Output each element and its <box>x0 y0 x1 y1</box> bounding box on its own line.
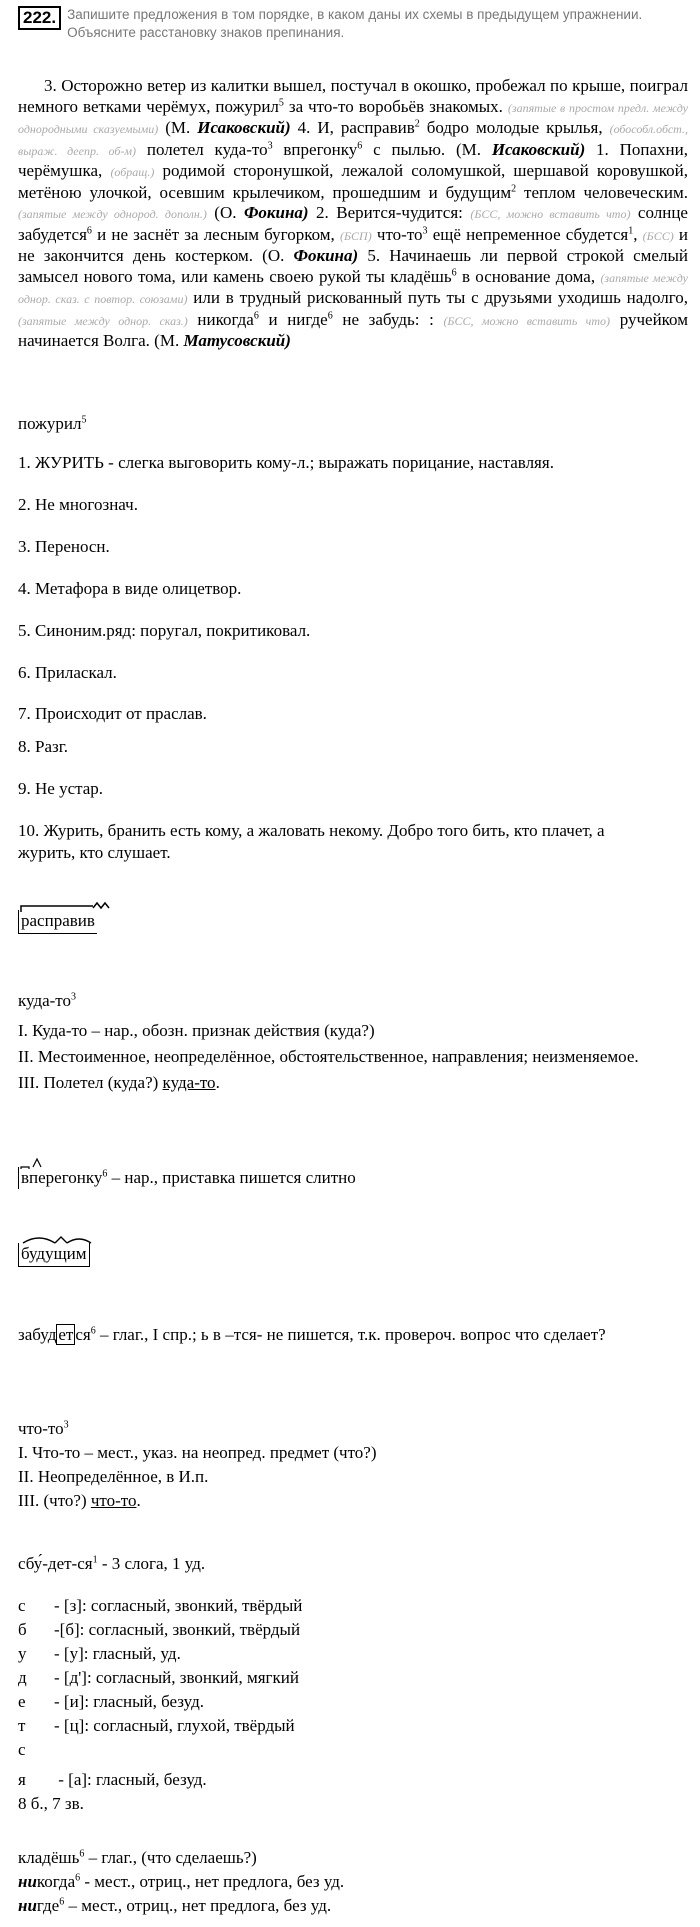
footnote-marker: 6 <box>86 224 92 236</box>
list-item: 9. Не устар. <box>18 779 104 798</box>
handwritten-note: (БСС, можно вставить что) <box>443 313 611 328</box>
task-header <box>18 6 688 42</box>
footnote-marker: 3 <box>267 139 273 151</box>
author-name: Матусовский) <box>183 331 291 350</box>
phonetic-row: б -[б]: согласный, звонкий, твёрдый <box>18 1620 301 1639</box>
passage-text: не забудь: : <box>332 309 434 329</box>
chtoto-analysis <box>18 1418 688 1512</box>
analysis-line: кладёшь$^6$ – глаг., (что сделаешь?) <box>18 1848 257 1867</box>
analysis-line: нигде$^6$ – мест., отриц., нет предлога, без уд. <box>18 1896 332 1915</box>
handwritten-note: (запятые в простом предл. между однородными сказуемыми) <box>18 100 688 136</box>
phonetic-row: с - [з]: согласный, звонкий, твёрдый <box>18 1596 303 1615</box>
section-heading: пожурил$^5$ <box>18 414 87 433</box>
footnote-marker: 6 <box>357 139 363 151</box>
phonetic-row: е - [и]: гласный, безуд. <box>18 1692 204 1711</box>
analysis-line: III. (что?) что-то. <box>18 1491 141 1510</box>
passage-text: с пылью. (М. <box>362 139 492 159</box>
author-name: Фокина) <box>293 246 359 265</box>
kudato-analysis <box>18 990 688 1094</box>
ending-box: ет <box>58 1325 74 1344</box>
passage-text: полетел куда-то <box>136 139 268 159</box>
passage-text: 5. Начинаешь ли первой строкой смелый замысел нового тома, или камень своею рукой ты кладёшь <box>18 246 688 286</box>
footnote-marker: 6 <box>451 266 457 278</box>
phonetic-row: т - [ц]: согласный, глухой, твёрдый <box>18 1716 295 1735</box>
list-item: 3. Переносн. <box>18 537 110 556</box>
passage-text: 2. Верится-чудится: <box>308 203 463 222</box>
passage-text: или в трудный рискованный путь ты с друзьями уходишь надолго, <box>187 288 688 307</box>
footnote-marker: 3 <box>422 224 428 236</box>
task-instruction: Запишите предложения в том порядке, в каком даны их схемы в предыдущем упражнении. Объясните расстановку знаков препинания. <box>67 7 643 40</box>
footnote-marker: 6 <box>327 309 333 321</box>
passage-text: 4. И, расправив <box>290 118 415 137</box>
section-heading: куда-$то^3$ <box>18 991 77 1010</box>
analysis-line: I. Куда-то – нар., обозн. признак действия (куда?) <box>18 1021 375 1040</box>
passage-text: и нигде <box>258 309 328 329</box>
phonetic-row: я - [а]: гласный, безуд. <box>18 1770 207 1789</box>
passage-text: никогда <box>187 309 254 329</box>
analysis-line: I. Что-то – мест., указ. на неопред. предмет (что?) <box>18 1443 377 1462</box>
handwritten-note: (обособл.обст., выраж. деепр. об-м) <box>18 122 688 158</box>
passage-text: за что-то воробьёв знакомых. <box>283 96 503 116</box>
passage-text: ещё непременное сбудется <box>427 224 629 244</box>
analysis-line: II. Местоименное, неопределённое, обстоятельственное, направления; неизменяемое. <box>18 1047 639 1066</box>
footnote-marker: 5 <box>278 96 284 108</box>
passage-text: 1. Попахни, черёмушка, <box>18 139 688 180</box>
word: будущим <box>21 1244 87 1263</box>
phonetic-row: у - [у]: гласный, уд. <box>18 1644 181 1663</box>
passage-text: и не закончится день костерком. (О. <box>18 224 688 265</box>
zabudetsya-analysis: забуд ет $ся^6$ – глаг., I спр.; ь в –тся- не пишется, т.к. провероч. вопрос что сделает? <box>18 1325 606 1344</box>
vperegonku-analysis: вперегонку$^6$ – нар., приставка пишется слитно <box>18 1167 688 1189</box>
handwritten-note: (БСП) <box>339 228 372 243</box>
list-item: 10. Журить, бранить есть кому, а жаловать некому. Добро того бить, кто плачет, а журить, кто слушает. <box>18 821 605 862</box>
handwritten-note: (запятые между однор. сказ. с повтор. союзами) <box>18 270 688 306</box>
author-name: Исаковский) <box>197 118 291 137</box>
list-item: 1. ЖУРИТЬ - слегка выговорить кому-л.; выражать порицание, наставляя. <box>18 453 554 472</box>
passage-text: в основание дома, <box>456 266 596 286</box>
analysis-text: – нар., приставка пишется слитно <box>107 1168 356 1187</box>
morpheme-word-raspraviv <box>18 910 688 934</box>
handwritten-note: (обращ.) <box>110 165 155 179</box>
section-heading: что-$то^3$ <box>18 1419 69 1438</box>
footnote-marker: 6 <box>253 309 259 321</box>
analysis-line: никогда$^6$ - мест., отриц., нет предлога, без уд. <box>18 1872 345 1891</box>
passage-text: солнце забудется <box>18 203 688 244</box>
list-item: 7. Происходит от праслав. <box>18 704 207 723</box>
footnote-marker: 1 <box>628 224 634 236</box>
list-item: 5. Синоним.ряд: поругал, покритиковал. <box>18 621 311 640</box>
footnote-marker: 2 <box>414 118 420 130</box>
analysis-line: III. Полетел (куда?) куда-то. <box>18 1073 220 1092</box>
phonetic-total: 8 б., 7 зв. <box>18 1794 84 1813</box>
passage-text: бодро молодые крылья, <box>419 118 603 137</box>
morpheme-mark-icon <box>19 1233 101 1247</box>
passage-text: (М. <box>158 118 198 137</box>
prefix-mark-icon <box>19 1157 59 1171</box>
morpheme-mark-icon <box>19 900 111 914</box>
analysis-text: – глаг., I спр.; ь в –тся- не пишется, т.к. провероч. вопрос что сделает? <box>95 1325 606 1344</box>
handwritten-note: (БСС, можно вставить что) <box>470 207 631 221</box>
list-item: 6. Приласкал. <box>18 663 117 682</box>
passage-text: (О. <box>206 203 244 222</box>
handwritten-note: (запятые между однор. сказ.) <box>18 313 188 328</box>
phonetic-analysis <box>18 1552 688 1816</box>
word: вперегонку <box>21 1168 103 1187</box>
passage-text: , <box>633 224 638 244</box>
passage-text: родимой сторонушкой, лежалой соломушкой, шершавой коровушкой, метёною улочкой, осевшим крылечиком, прошедшим и будущим <box>18 161 689 202</box>
author-name: Фокина) <box>243 203 309 222</box>
footnote-marker: 2 <box>511 182 517 194</box>
passage-text: впрегонку <box>272 139 358 159</box>
morpheme-word-budushchim <box>18 1243 688 1267</box>
list-item: 2. Не многознач. <box>18 495 138 514</box>
task-number: 222. <box>18 6 61 30</box>
list-item: 8. Разг. <box>18 737 69 756</box>
author-name: Исаковский) <box>491 139 586 159</box>
passage-text: теплом человеческим. <box>516 182 689 202</box>
passage-text: 3. Осторожно ветер из калитки вышел, постучал в окошко, пробежал по крыше, поиграл немного ветками черёмух, пожурил <box>18 76 688 116</box>
passage-text: и не заснёт за лесным бугорком, <box>91 224 335 244</box>
phonetic-row: д - [д']: согласный, звонкий, мягкий <box>18 1668 299 1687</box>
phonetic-row: с <box>18 1740 26 1759</box>
passage-text: что-то <box>371 224 423 244</box>
word: расправив <box>21 911 95 930</box>
final-analysis <box>18 1846 688 1918</box>
section-heading: $сбу́-дет-ся^1 - 3$ слога, 1 уд. <box>18 1554 206 1573</box>
passage <box>18 76 688 352</box>
list-item: 4. Метафора в виде олицетвор. <box>18 579 242 598</box>
handwritten-note: (БСС) <box>642 228 674 243</box>
handwritten-note: (запятые между однород. дополн.) <box>18 207 207 221</box>
passage-text: ручейком начинается Волга. (М. <box>18 309 688 350</box>
analysis-line: II. Неопределённое, в И.п. <box>18 1467 209 1486</box>
pozhuril-analysis <box>18 413 688 435</box>
